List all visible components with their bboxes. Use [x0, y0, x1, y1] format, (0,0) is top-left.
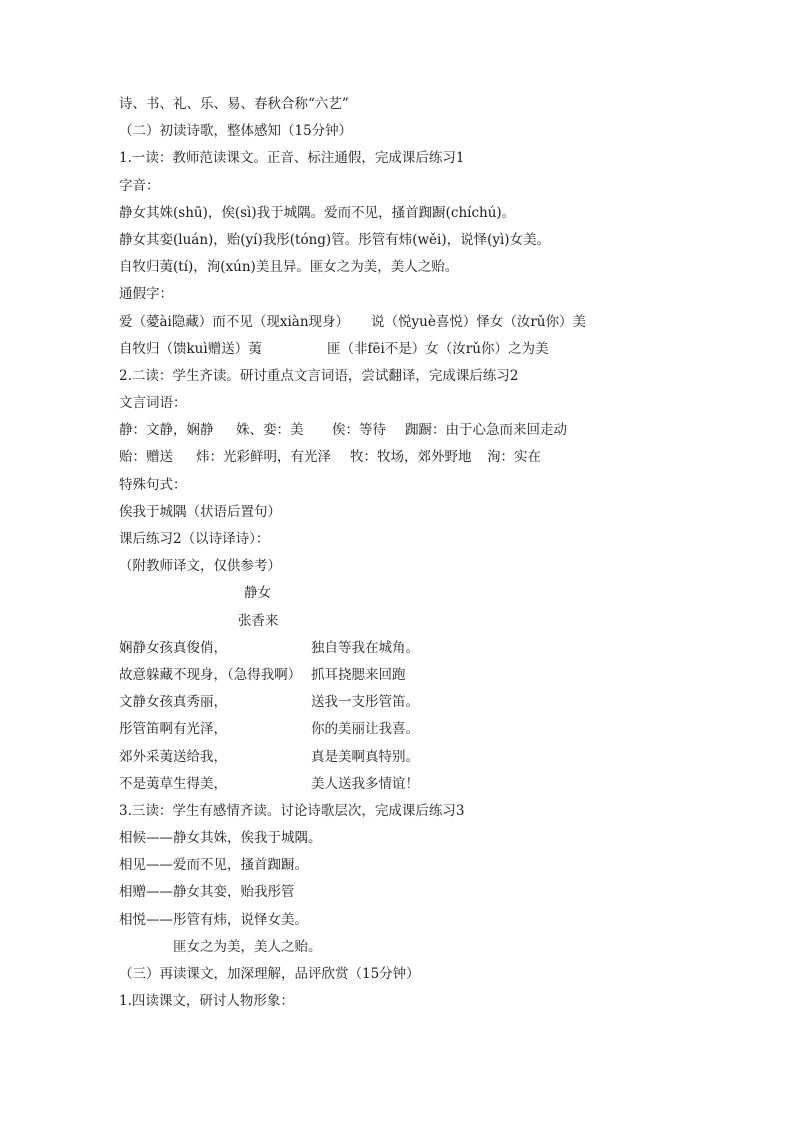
vocabulary-item: 踟蹰：由于心急而来回走动	[405, 422, 567, 439]
subheading: 特殊句式：	[119, 476, 187, 493]
poem-line-second-half: 送我一支彤管笛。	[311, 694, 419, 711]
structure-line: 相赠——静女其娈，贻我彤管	[119, 884, 295, 901]
vocabulary-item: 洵：实在	[487, 449, 541, 466]
structure-line: 相候——静女其姝，俟我于城隅。	[119, 830, 322, 847]
document-body	[119, 91, 679, 1015]
structure-summary: 匪女之为美，美人之贻。	[173, 938, 322, 955]
poem-line-first-half: 彤管笛啊有光泽，	[119, 721, 227, 738]
poem-line-first-half: 文静女孩真秀丽，	[119, 694, 227, 711]
poem-line	[119, 662, 679, 689]
poem-line-second-half: 美人送我多情谊！	[311, 775, 419, 792]
poem-line	[119, 689, 679, 716]
poem-line-second-half: 独自等我在城角。	[311, 639, 419, 656]
vocabulary-item: 静：文静，娴静	[119, 422, 214, 439]
poem-line	[119, 716, 679, 743]
loan-character-line	[119, 309, 679, 336]
text-line: （附教师译文，仅供参考）	[119, 558, 281, 575]
poem-author: 张香来	[238, 612, 279, 629]
poem-line	[119, 744, 679, 771]
loan-character-item: 爱（薆ài隐藏）而不见（现xiàn现身）	[119, 313, 350, 330]
vocabulary-line	[119, 417, 679, 444]
vocabulary-item: 姝、娈：美	[236, 422, 304, 439]
pronunciation-line: 自牧归荑(tí)，洵(xún)美且异。匪女之为美，美人之贻。	[119, 259, 459, 276]
text-line: 诗、书、礼、乐、易、春秋合称“六艺”	[119, 96, 349, 112]
section-heading: （二）初读诗歌，整体感知（15分钟）	[119, 123, 353, 140]
step-heading: 3.三读：学生有感情齐读。讨论诗歌层次，完成课后练习3	[119, 802, 465, 819]
poem-line	[119, 771, 679, 798]
vocabulary-line	[119, 444, 679, 471]
subheading: 通假字：	[119, 286, 173, 303]
poem-line-second-half: 真是美啊真特别。	[311, 748, 419, 765]
poem-line	[119, 635, 679, 662]
subheading: 字音：	[119, 177, 160, 194]
loan-character-line	[119, 336, 679, 363]
vocabulary-item: 牧：牧场，郊外野地	[350, 449, 472, 466]
loan-character-item: 匪（非fēi不是）女（汝rǔ你）之为美	[327, 340, 549, 357]
poem-title: 静女	[244, 585, 271, 602]
step-heading: 1.一读：教师范读课文。正音、标注通假，完成课后练习1	[119, 150, 465, 167]
text-line: 俟我于城隅（状语后置句）	[119, 503, 281, 520]
poem-line-second-half: 抓耳挠腮来回跑	[311, 666, 406, 683]
poem-line-first-half: 郊外采荑送给我，	[119, 748, 227, 765]
step-heading: 2.二读：学生齐读。研讨重点文言词语，尝试翻译，完成课后练习2	[119, 367, 519, 384]
text-line: 课后练习2（以诗译诗）：	[119, 531, 270, 547]
subheading: 文言词语：	[119, 395, 187, 412]
structure-line: 相悦——彤管有炜，说怿女美。	[119, 911, 308, 928]
poem-line-first-half: 娴静女孩真俊俏，	[119, 639, 227, 656]
pronunciation-line: 静女其娈(luán)，贻(yí)我彤(tóng)管。彤管有炜(wěi)，说怿(yì)女美。	[119, 231, 551, 248]
vocabulary-item: 贻：赠送	[119, 449, 173, 466]
pronunciation-line: 静女其姝(shū)，俟(sì)我于城隅。爱而不见，搔首踟蹰(chíchú)。	[119, 204, 516, 221]
poem-line-second-half: 你的美丽让我喜。	[311, 721, 419, 738]
vocabulary-item: 炜：光彩鲜明，有光泽	[196, 449, 331, 466]
poem-line-first-half: 故意躲藏不现身，（急得我啊）	[119, 666, 302, 683]
structure-line: 相见——爱而不见，搔首踟蹰。	[119, 857, 308, 874]
vocabulary-item: 俟：等待	[332, 422, 386, 439]
poem-line-first-half: 不是荑草生得美，	[119, 775, 227, 792]
loan-character-item: 说（悦yuè喜悦）怿女（汝rǔ你）美	[371, 313, 587, 330]
section-heading: （三）再读课文，加深理解，品评欣赏（15分钟）	[119, 966, 420, 982]
step-heading: 1.四读课文，研讨人物形象：	[119, 993, 294, 1010]
loan-character-item: 自牧归（馈kuì赠送）荑	[119, 340, 262, 357]
